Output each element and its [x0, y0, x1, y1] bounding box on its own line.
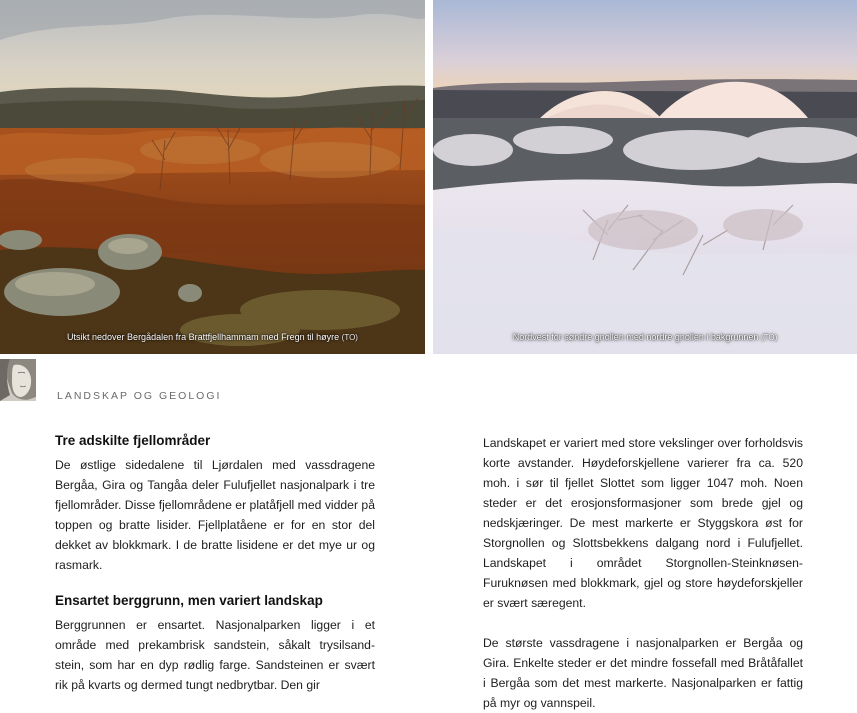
- heading-berggrunn: Ensartet berggrunn, men variert landskap: [55, 593, 323, 608]
- paragraph-berggrunn: Berggrunnen er ensartet. Nasjonalparken ligger i et område med prekambrisk sandstein, såkalt trysilsand-stein, som har en dyp rødlig farge. Sandsteinen er svært rik på kvarts og dermed tungt nedbrytbar. Den gir: [55, 618, 375, 692]
- caption-text: Nordvest for søndre gnollen med nordre gnollen i bakgrunnen: [512, 332, 759, 342]
- heading-fjellomrader: Tre adskilte fjellområder: [55, 433, 211, 448]
- portrait-thumbnail: [0, 359, 36, 401]
- winter-landscape-image: [433, 0, 857, 354]
- caption-text: Utsikt nedover Bergådalen fra Brattfjellhammam med Fregn til høyre: [67, 332, 340, 342]
- right-text-column: [483, 431, 803, 713]
- photo-caption-left: [0, 332, 425, 342]
- winter-landscape-photo: [433, 0, 857, 354]
- paragraph-fjellomrader: De østlige sidedalene til Ljørdalen med vassdragene Bergåa, Gira og Tangåa deler Fulufjellet nasjonalpark i tre fjellområder. Disse fjellområdene er platåfjell med vidder på toppen og bratte lisider. Fjellplatåene er for en stor del dekket av blokkmark. I de bratte lisidene er det mye ur og rasmark.: [55, 458, 375, 572]
- section-header: LANDSKAP OG GEOLOGI: [57, 390, 222, 402]
- photo-caption-right: [433, 332, 857, 342]
- autumn-landscape-image: [0, 0, 425, 354]
- paragraph-vassdragene: De største vassdragene i nasjonalparken er Bergåa og Gira. Enkelte steder er det mindre fossefall med Bråtåfallet i Bergåa som det mest markerte. Nasjonalparken er fattig på myr og vannspeil.: [483, 636, 803, 710]
- photo-credit: (TO): [760, 333, 778, 342]
- paragraph-landskapet: Landskapet er variert med store vekslinger over forholdsvis korte avstander. Høydeforskjellene varierer fra ca. 520 moh. i sør til fjellet Slottet som ligger 1047 moh. Noen steder er det erosjonsformasjoner som brede gjel og nedskjæringer. De mest markerte er Styggskora øst for Storgnollen og Slottsbekkens dalgang nord i Fulufjellet. Landskapet i området Storgnollen-Steinknøsen-Furuknøsen med blokkmark, gjel og store høydeforskjeller er svært særegent.: [483, 436, 803, 610]
- photo-credit: (TO): [341, 333, 358, 342]
- autumn-landscape-photo: [0, 0, 425, 354]
- face-sketch-image: [0, 359, 36, 401]
- left-text-column: [55, 431, 375, 695]
